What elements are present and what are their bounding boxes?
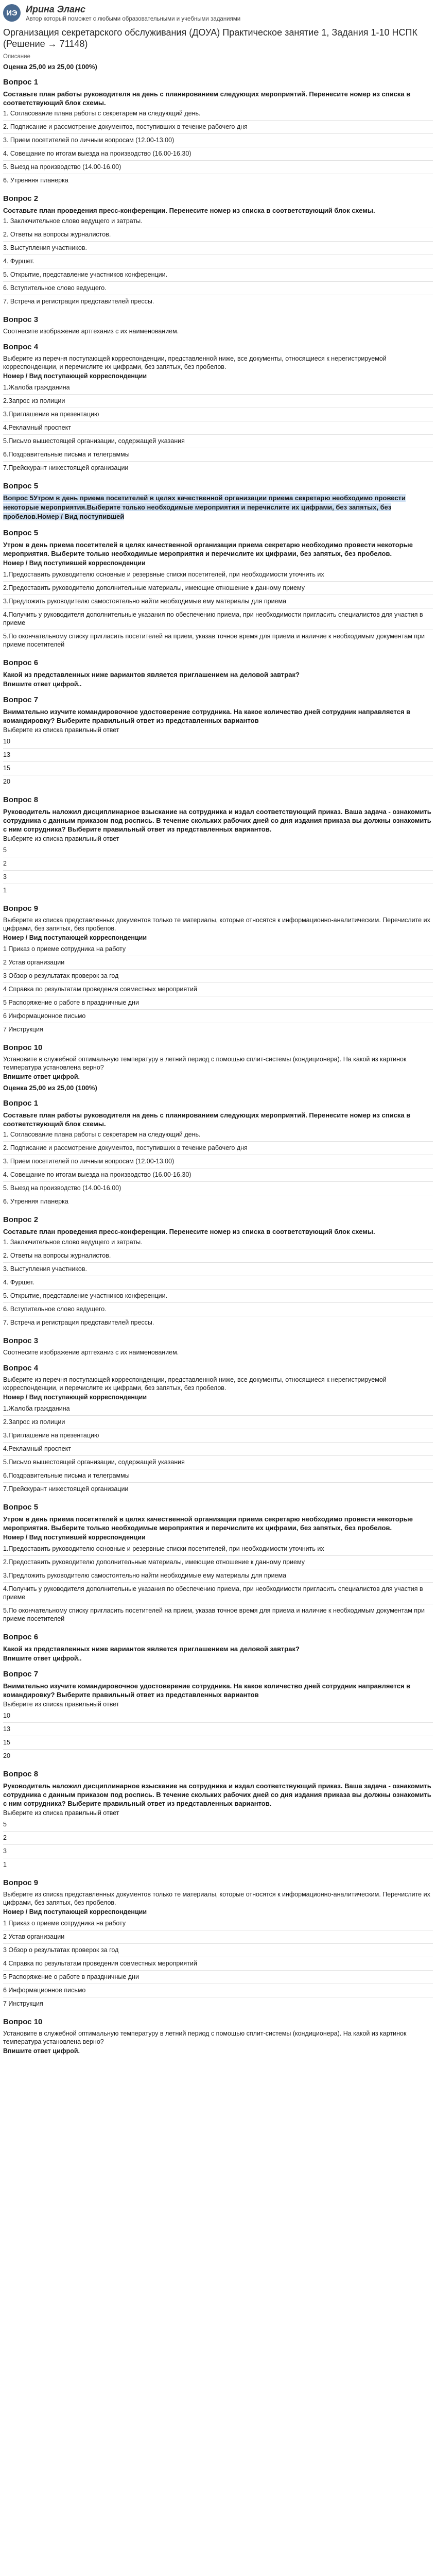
question-text: Какой из представленных ниже вариантов является приглашением на деловой завтрак? (3, 671, 300, 679)
question-hint: Выберите из списка правильный ответ (3, 835, 119, 842)
answer-option: 4.Получить у руководителя дополнительные указания по обеспечению приема, при необходимости пригласить специалистов для участия в приеме (3, 1583, 433, 1604)
answer-option: 5. Открытие, представление участников конференции. (3, 1290, 433, 1303)
answer-option: 7. Встреча и регистрация представителей прессы. (3, 1319, 154, 1326)
answer-option: 7 Инструкция (3, 2000, 43, 2007)
answer-option: 3 Обзор о результатах проверок за год (3, 1944, 433, 1957)
question-number: Вопрос 5 (3, 1503, 39, 1512)
question-block (3, 482, 433, 521)
question-number: Вопрос 2 (3, 194, 39, 203)
answer-option: 6. Вступительное слово ведущего. (3, 1303, 433, 1316)
question-block (3, 1670, 433, 1762)
answer-option: 5 (3, 844, 433, 857)
score-text: Оценка 25,00 из 25,00 (100%) (3, 63, 97, 71)
answer-option: 3.Предложить руководителю самостоятельно найти необходимые ему материалы для приема (3, 1569, 433, 1583)
question-number: Вопрос 7 (3, 1670, 39, 1679)
question-number: Вопрос 10 (3, 2018, 43, 2026)
answer-option: 3 Обзор о результатах проверок за год (3, 970, 433, 983)
question-text: Руководитель наложил дисциплинарное взыскание на сотрудника и издал соответствующий приказ. Ваша задача - ознакомить сотрудника с данным приказом под роспись. В течение скольких рабочих дней со дня издания приказа вы должны ознакомить с ним сотрудника? Выберите правильный ответ из представленных вариантов. (3, 808, 431, 833)
answer-section (3, 54, 433, 1081)
question-hint-bold: Впишите ответ цифрой.. (3, 681, 82, 688)
answer-option: 2.Запрос из полиции (3, 1416, 433, 1429)
answer-option: 4. Совещание по итогам выезда на производство (16.00-16.30) (3, 1168, 433, 1182)
question-block (3, 1043, 433, 1081)
document-title: Организация секретарского обслуживания (ДОУА) Практическое занятие 1, Задания 1-10 НСПК (Решение → 71148) (3, 27, 417, 49)
question-hint: Установите в служебной оптимальную температуру в летний период с помощью сплит-системы (кондиционера). На какой из картинок температура установлена верно? (3, 2030, 407, 2045)
question-block (3, 696, 433, 788)
question-number: Вопрос 1 (3, 1099, 39, 1108)
answer-option: 1. Заключительное слово ведущего и затраты. (3, 1236, 433, 1249)
answer-option: 3. Прием посетителей по личным вопросам (12.00-13.00) (3, 1155, 433, 1168)
question-hint: Выберите из списка правильный ответ (3, 1809, 119, 1817)
answer-option: 1. Заключительное слово ведущего и затраты. (3, 215, 433, 228)
question-text: Внимательно изучите командировочное удостоверение сотрудника. На какое количество дней сотрудник направляется в командировку? Выберите правильный ответ из представленных вариантов (3, 708, 411, 724)
answer-option: 13 (3, 749, 433, 762)
answer-option: 5.Письмо вышестоящей организации, содержащей указания (3, 1456, 433, 1469)
answer-option: 6 Информационное письмо (3, 1984, 433, 1997)
question-text: Какой из представленных ниже вариантов является приглашением на деловой завтрак? (3, 1645, 300, 1653)
answer-option: 6. Вступительное слово ведущего. (3, 282, 433, 295)
question-text: Составьте план проведения пресс-конференции. Перенесите номер из списка в соответствующий блок схемы. (3, 207, 375, 214)
question-number: Вопрос 7 (3, 696, 39, 704)
question-block (3, 529, 433, 651)
question-hint-bold: Номер / Вид поступившей корреспонденции (3, 1534, 146, 1541)
answer-option: 2.Запрос из полиции (3, 395, 433, 408)
answer-option: 6.Поздравительные письма и телеграммы (3, 448, 433, 462)
question-block (3, 2018, 433, 2055)
answer-option: 1. Согласование плана работы с секретарем на следующий день. (3, 107, 433, 121)
answer-option: 1 Приказ о приеме сотрудника на работу (3, 943, 433, 956)
answer-option: 3. Выступления участников. (3, 1263, 433, 1276)
question-hint-bold: Номер / Вид поступающей корреспонденции (3, 1394, 147, 1401)
question-hint-bold: Номер / Вид поступающей корреспонденции (3, 372, 147, 380)
question-number: Вопрос 9 (3, 904, 39, 913)
question-block (3, 1215, 433, 1329)
question-block (3, 1878, 433, 2010)
answer-option: 4. Совещание по итогам выезда на производство (16.00-16.30) (3, 147, 433, 161)
question-number: Вопрос 10 (3, 1043, 43, 1052)
answer-option: 4.Получить у руководителя дополнительные указания по обеспечению приема, при необходимости пригласить специалистов для участия в приеме (3, 608, 433, 630)
question-number: Вопрос 3 (3, 1336, 39, 1345)
answer-option: 2 Устав организации (3, 1930, 433, 1944)
question-block (3, 1099, 433, 1208)
answer-option: 1.Жалоба гражданина (3, 1402, 433, 1416)
question-block (3, 1336, 433, 1357)
question-block (3, 658, 433, 688)
question-text: Утром в день приема посетителей в целях качественной организации приема секретарю необходимо провести некоторые мероприятия. Выберите только необходимые мероприятия и перечислите их цифрами, без запятых, без пробелов. (3, 541, 413, 557)
question-hint-bold: Впишите ответ цифрой. (3, 1073, 80, 1080)
answer-option: 5 Распоряжение о работе в праздничные дни (3, 1971, 433, 1984)
question-text: Составьте план проведения пресс-конференции. Перенесите номер из списка в соответствующий блок схемы. (3, 1228, 375, 1235)
question-hint: Установите в служебной оптимальную температуру в летний период с помощью сплит-системы (кондиционера). На какой из картинок температура установлена верно? (3, 1056, 407, 1071)
answer-option: 4.Рекламный проспект (3, 421, 433, 435)
question-number: Вопрос 8 (3, 795, 39, 804)
question-hint-bold: Впишите ответ цифрой. (3, 2047, 80, 2055)
answer-option: 4. Фуршет. (3, 255, 433, 268)
answer-option: 6 Информационное письмо (3, 1010, 433, 1023)
author-info (26, 4, 240, 23)
answer-option: 6.Поздравительные письма и телеграммы (3, 1469, 433, 1483)
author-description: Автор который поможет с любыми образовательными и учебными заданиями (26, 16, 241, 22)
answer-option: 15 (3, 1736, 433, 1750)
answer-option: 3. Выступления участников. (3, 242, 433, 255)
question-number: Вопрос 5 (3, 529, 39, 537)
question-text: Внимательно изучите командировочное удостоверение сотрудника. На какое количество дней сотрудник направляется в командировку? Выберите правильный ответ из представленных вариантов (3, 1682, 411, 1699)
answer-option: 1.Предоставить руководителю основные и резервные списки посетителей, при необходимости уточнить их (3, 568, 433, 582)
answer-option: 2. Ответы на вопросы журналистов. (3, 1249, 433, 1263)
answer-option: 10 (3, 1709, 433, 1723)
question-number: Вопрос 4 (3, 343, 39, 351)
question-number: Вопрос 9 (3, 1878, 39, 1887)
question-number: Вопрос 4 (3, 1364, 39, 1372)
answer-option: 2.Предоставить руководителю дополнительные материалы, имеющие отношение к данному приему (3, 582, 433, 595)
answer-option: 1 (3, 1861, 7, 1868)
question-block (3, 78, 433, 187)
answer-option: 3 (3, 871, 433, 884)
question-text: Составьте план работы руководителя на день с планированием следующих мероприятий. Перенесите номер из списка в соответствующий блок схемы. (3, 1111, 411, 1128)
question-number: Вопрос 6 (3, 658, 39, 667)
question-hint: Выберите из списка представленных документов только те материалы, которые относятся к информационно-аналитическим. Перечислите их цифрами, без запятых, без пробелов. (3, 917, 430, 932)
answer-option: 7.Прейскурант нижестоящей организации (3, 464, 129, 471)
question-text-highlighted: Вопрос 5Утром в день приема посетителей в целях качественной организации приема секретарю необходимо провести некоторые мероприятия.Выберите только необходимые мероприятия и перечислите их цифрами, без запятых, без пробелов.Номер / Вид поступившей (3, 494, 406, 520)
answer-option: 7. Встреча и регистрация представителей прессы. (3, 298, 154, 305)
author-block (3, 4, 433, 23)
answer-option: 7 Инструкция (3, 1026, 43, 1033)
answer-option: 6. Утренняя планерка (3, 177, 68, 184)
question-hint-bold: Впишите ответ цифрой.. (3, 1655, 82, 1662)
question-hint: Выберите из перечня поступающей корреспонденции, представленной ниже, все документы, относящиеся к нерегистрируемой корреспонденции, и перечислите их цифрами, без запятых, без пробелов. (3, 355, 387, 370)
answer-section (3, 1084, 433, 2055)
answer-option: 2 Устав организации (3, 956, 433, 970)
question-hint-bold: Номер / Вид поступающей корреспонденции (3, 934, 147, 941)
score-text: Оценка 25,00 из 25,00 (100%) (3, 1084, 97, 1092)
answer-option: 1.Жалоба гражданина (3, 381, 433, 395)
answer-option: 2. Подписание и рассмотрение документов, поступивших в течение рабочего дня (3, 121, 433, 134)
question-number: Вопрос 1 (3, 78, 39, 87)
avatar[interactable]: ИЭ (3, 4, 21, 22)
question-number: Вопрос 6 (3, 1633, 39, 1641)
answer-option: 3.Приглашение на презентацию (3, 408, 433, 421)
answer-option: 7.Прейскурант нижестоящей организации (3, 1485, 129, 1493)
answer-option: 1 (3, 887, 7, 894)
author-name[interactable]: Ирина Эланс (26, 4, 85, 14)
question-hint: Выберите из списка правильный ответ (3, 1701, 119, 1708)
answer-option: 3 (3, 1845, 433, 1858)
answer-option: 5.По окончательному списку пригласить посетителей на прием, указав точное время для приема и наличие к необходимым документам при приеме посетителей (3, 633, 425, 648)
question-block (3, 1633, 433, 1663)
question-number: Вопрос 3 (3, 315, 39, 324)
answer-option: 3.Приглашение на презентацию (3, 1429, 433, 1443)
answer-option: 5. Выезд на производство (14.00-16.00) (3, 161, 433, 174)
answer-option: 1.Предоставить руководителю основные и резервные списки посетителей, при необходимости уточнить их (3, 1543, 433, 1556)
question-block (3, 1364, 433, 1496)
question-hint: Выберите из списка представленных документов только те материалы, которые относятся к информационно-аналитическим. Перечислите их цифрами, без запятых, без пробелов. (3, 1891, 430, 1906)
answer-option: 2.Предоставить руководителю дополнительные материалы, имеющие отношение к данному приему (3, 1556, 433, 1569)
answer-option: 1 Приказ о приеме сотрудника на работу (3, 1917, 433, 1930)
answer-option: 5 (3, 1818, 433, 1832)
answer-option: 4.Рекламный проспект (3, 1443, 433, 1456)
question-block (3, 795, 433, 897)
answer-option: 2. Ответы на вопросы журналистов. (3, 228, 433, 242)
answer-option: 3.Предложить руководителю самостоятельно найти необходимые ему материалы для приема (3, 595, 433, 608)
question-number: Вопрос 2 (3, 1215, 39, 1224)
answer-option: 20 (3, 1752, 10, 1759)
answer-option: 2 (3, 1832, 433, 1845)
answer-option: 5. Выезд на производство (14.00-16.00) (3, 1182, 433, 1195)
question-hint: Соотнесите изображение артгеханиз с их наименованием. (3, 328, 179, 335)
question-hint: Выберите из списка правильный ответ (3, 726, 119, 734)
question-text: Руководитель наложил дисциплинарное взыскание на сотрудника и издал соответствующий приказ. Ваша задача - ознакомить сотрудника с данным приказом под роспись. В течение скольких рабочих дней со дня издания приказа вы должны ознакомить с ним сотрудника? Выберите правильный ответ из представленных вариантов. (3, 1782, 431, 1807)
question-text: Утром в день приема посетителей в целях качественной организации приема секретарю необходимо провести некоторые мероприятия. Выберите только необходимые мероприятия и перечислите их цифрами, без запятых, без пробелов. (3, 1515, 413, 1532)
question-text-highlight-wrap (3, 494, 433, 521)
answer-option: 5.По окончательному списку пригласить посетителей на прием, указав точное время для приема и наличие к необходимым документам при приеме посетителей (3, 1607, 425, 1622)
question-number: Вопрос 5 (3, 482, 39, 490)
answer-option: 6. Утренняя планерка (3, 1198, 68, 1205)
answer-option: 20 (3, 778, 10, 785)
answer-option: 4 Справка по результатам проведения совместных мероприятий (3, 1957, 433, 1971)
sections (3, 54, 433, 2055)
answer-option: 15 (3, 762, 433, 775)
answer-option: 5. Открытие, представление участников конференции. (3, 268, 433, 282)
question-block (3, 904, 433, 1036)
answer-option: 3. Прием посетителей по личным вопросам (12.00-13.00) (3, 134, 433, 147)
answer-option: 2 (3, 857, 433, 871)
question-block (3, 343, 433, 474)
question-block (3, 194, 433, 308)
answer-option: 5 Распоряжение о работе в праздничные дни (3, 996, 433, 1010)
question-block (3, 315, 433, 335)
answer-option: 4. Фуршет. (3, 1276, 433, 1290)
answer-option: 4 Справка по результатам проведения совместных мероприятий (3, 983, 433, 996)
question-text: Составьте план работы руководителя на день с планированием следующих мероприятий. Перенесите номер из списка в соответствующий блок схемы. (3, 90, 411, 107)
question-hint: Выберите из перечня поступающей корреспонденции, представленной ниже, все документы, относящиеся к нерегистрируемой корреспонденции, и перечислите их цифрами, без запятых, без пробелов. (3, 1376, 387, 1392)
question-number: Вопрос 8 (3, 1770, 39, 1778)
answer-option: 13 (3, 1723, 433, 1736)
answer-option: 5.Письмо вышестоящей организации, содержащей указания (3, 435, 433, 448)
answer-option: 1. Согласование плана работы с секретарем на следующий день. (3, 1128, 433, 1142)
question-hint-bold: Номер / Вид поступившей корреспонденции (3, 560, 146, 567)
question-hint: Соотнесите изображение артгеханиз с их наименованием. (3, 1349, 179, 1356)
question-block (3, 1503, 433, 1625)
question-block (3, 1770, 433, 1871)
answer-option: 10 (3, 735, 433, 749)
answer-option: 2. Подписание и рассмотрение документов, поступивших в течение рабочего дня (3, 1142, 433, 1155)
section-caption: Описание (3, 54, 30, 60)
question-hint-bold: Номер / Вид поступающей корреспонденции (3, 1908, 147, 1916)
